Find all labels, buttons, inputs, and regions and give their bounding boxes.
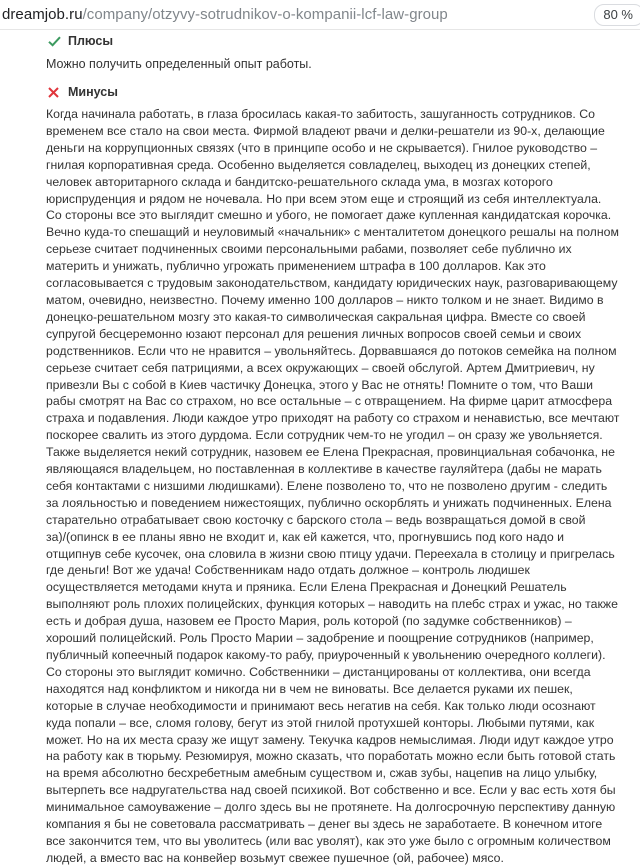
url-path: /company/otzyvy-sotrudnikov-o-kompanii-lcf-law-group [82, 6, 448, 23]
address-bar[interactable] [0, 0, 640, 30]
cons-title: Минусы [68, 85, 118, 99]
pros-header [46, 30, 620, 52]
cons-header [46, 81, 620, 103]
review-content [46, 30, 620, 867]
zoom-indicator[interactable]: 80 % [594, 4, 640, 26]
url-text[interactable] [2, 6, 448, 23]
cons-text: Когда начинала работать, в глаза бросилась какая-то забитость, зашуганность сотрудников. Со временем все стало на свои места. Фирмой владеют рвачи и делки-решатели из 90-х, делающие деньги на коррупционных связях (что в принципе особо и не скрывается). Гнилое руководство – гнилая корпоративная среда. Особенно выделяется совладелец, выходец из донецких степей, человек авторитарного склада и бандитско-решательного склада ума, в мозгах которого юриспруденция и рядом не ночевала. Но при всем этом еще и строящий из себя интеллектуала. Со стороны все это выглядит смешно и убого, не помогает даже купленная кандидатская корочка. Вечно куда-то спешащий и неуловимый «начальник» с менталитетом донецкого решалы на полном серьезе считает подчиненных своими персональными рабами, позволяет себе публично их материть и унижать, публично угрожать применением штрафа в 100 долларов. Как это согласовывается с трудовым законодательством, кандидату юридических наук, разговаривающему матом, очевидно, неизвестно. Почему именно 100 долларов – никто толком и не знает. Видимо в донецко-решательном мозгу это какая-то символическая сакральная цифра. Вместе со своей супругой бесцеремонно юзают персонал для решения личных вопросов своей семьи и своих родственников. Если что не нравится – увольняйтесь. Дорвавшаяся до потоков семейка на полном серьезе считает себя патрициями, а всех окружающих – своей обслугой. Артем Дмитриевич, ну привезли Вы с собой в Киев частичку Донецка, этого у Вас не отнять! Помните о том, что Ваши рабы смотрят на Вас со страхом, но все остальные – с отвращением. На фирме царит атмосфера страха и подавления. Люди каждое утро приходят на работу со страхом и ненавистью, все мечтают поскорее свалить из этого дурдома. Если сотрудник чем-то не угодил – он сразу же увольняется. Также выделяется некий сотрудник, назовем ее Елена Прекрасная, провинциальная собачонка, не являющаяся владельцем, но поставленная в коллективе в качестве гауляйтера (дабы не марать себя контактами с низшими людишками). Елене позволено то, что не позволено другим - следить за лояльностью и поведением нижестоящих, публично оскорблять и унижать подчиненных. Елена старательно отрабатывает свою косточку с барского стола – ведь возвращаться домой в свой за)/(опинск в ее планы явно не входит и, как ей кажется, что, прогнувшись под кого надо и отщипнув себе кусочек, она словила в жизни свою птицу удачи. Переехала в столицу и пригрелась где деньги! Вот же удача! Собственникам надо отдать должное – контроль людишек осуществляется методами кнута и пряника. Если Елена Прекрасная и Донецкий Решатель выполняют роль плохих полицейских, функция которых – наводить на плебс страх и ужас, но также есть и добрая душа, назовем ее Просто Мария, роль которой (по задумке собственников) – хороший полицейский. Роль Просто Марии – задобрение и поощрение сотрудников (например, публичный копеечный подарок какому-то рабу, приуроченный к увольнению очередного коллеги). Со стороны это выглядит комично. Собственники – дистанцированы от коллектива, они всегда находятся над конфликтом и никогда ни в чем не виноваты. Все делается руками их пешек, которые в случае необходимости и принимают весь негатив на себя. Как только люди осознают куда попали – все, сломя голову, бегут из этой гнилой протухшей конторы. Любыми путями, как может. Но на их места сразу же ищут замену. Текучка кадров немыслимая. Люди идут каждое утро на работу как в тюрьму. Резюмируя, можно сказать, что поработать можно если быть готовой стать на время абсолютно бесхребетным амебным существом и, сжав зубы, нацепив на лицо улыбку, вытерпеть все надругательства над своей психикой. Вот собственно и все. Если у вас есть хотя бы минимальное самоуважение – долго здесь вы не протянете. На долгосрочную перспективу данную компания я бы не советовала рассматривать – денег вы здесь не заработаете. В конечном итоге все закончится тем, что вы уволитесь (или вас уволят), как это уже было с огромным количеством людей, а вместо вас на конвейер возьмут свежее пушечное (ой, рабочее) мясо. [46, 107, 620, 865]
url-domain: dreamjob.ru [2, 6, 83, 23]
pros-title: Плюсы [68, 34, 114, 48]
checkmark-icon [48, 36, 66, 47]
cross-icon [48, 87, 66, 98]
pros-text: Можно получить определенный опыт работы. [46, 57, 312, 71]
